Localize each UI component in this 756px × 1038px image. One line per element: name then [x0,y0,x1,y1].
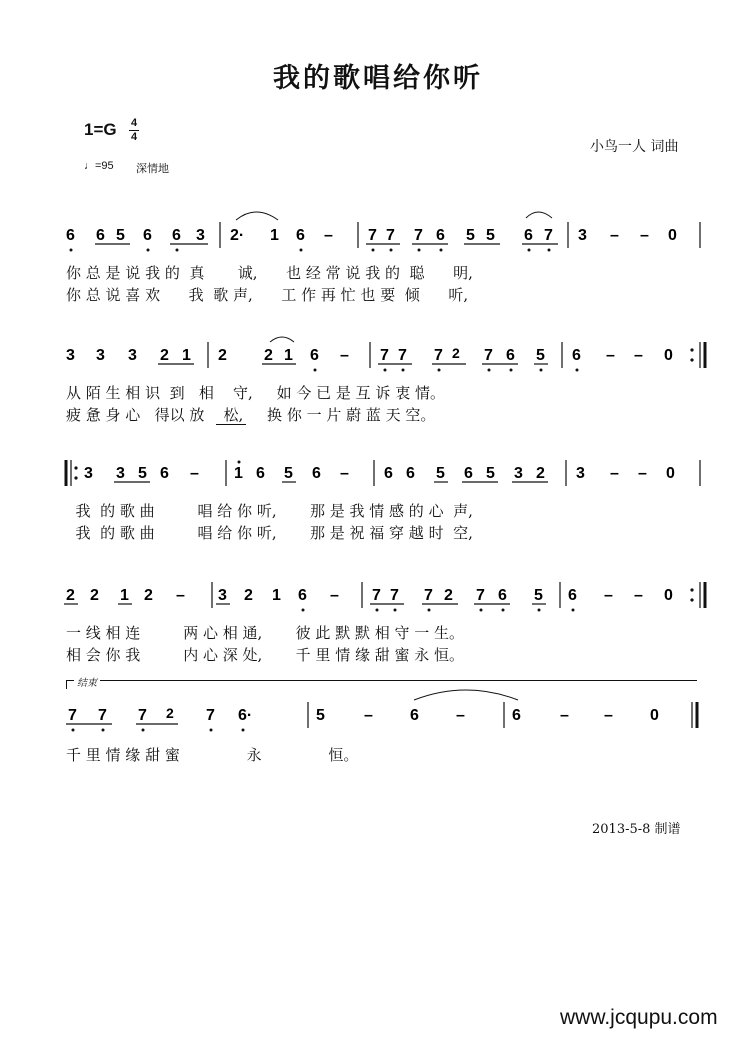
note: 6 [160,465,169,482]
website-watermark: www.jcqupu.com [560,1006,718,1029]
note: 0 [650,707,659,724]
lyrics-verse-2: 我 的 歌 曲 唱 给 你 听, 那 是 祝 福 穿 越 时 空, [66,524,473,542]
note: – [606,347,615,364]
note: 0 [666,465,675,482]
note: 6 [312,465,321,482]
song-title: 我的歌唱给你听 [273,63,483,94]
note: 2 [166,705,174,721]
note: 7 [386,227,395,244]
note: 5 [536,347,545,364]
note: 5 [534,587,543,604]
staff-line-1-svg [0,214,756,254]
note: 6 [310,347,319,364]
note: – [560,707,569,724]
note: 6 [384,465,393,482]
note: 3 [514,465,523,482]
note: 7 [138,707,147,724]
note: 6 [512,707,521,724]
lyrics-verse-2: 你 总 说 喜 欢 我 歌 声, 工 作 再 忙 也 要 倾 听, [66,286,469,304]
note: 5 [316,707,325,724]
note: 2· [230,227,245,244]
staff-line-5-svg [0,696,756,736]
staff-line-2 [0,340,756,424]
note: 7 [372,587,381,604]
note: 3 [96,347,105,364]
note: 6 [506,347,515,364]
lyrics-verse-1: 从 陌 生 相 识 到 相 守, 如 今 已 是 互 诉 衷 情。 [66,384,445,402]
lyrics-verse-1: 我 的 歌 曲 唱 给 你 听, 那 是 我 情 感 的 心 声, [66,502,473,520]
note: 1 [234,465,243,482]
note: 1 [284,347,293,364]
note: 5 [436,465,445,482]
note: 2 [66,587,75,604]
note: 5 [486,465,495,482]
note: – [364,707,373,724]
note: 0 [664,347,673,364]
staff-line-3 [0,456,756,542]
note: 6 [96,227,105,244]
note: 7 [484,347,493,364]
note: 3 [66,347,75,364]
note: 3 [116,465,125,482]
note: 3 [196,227,205,244]
note: 7 [206,707,215,724]
time-signature-bottom: 4 [130,131,138,143]
time-signature [129,118,139,143]
lyrics-verse-1: 你 总 是 说 我 的 真 诚, 也 经 常 说 我 的 聪 明, [66,264,473,282]
note: 1 [120,587,129,604]
note: 2 [218,347,227,364]
note: – [190,465,199,482]
note: 7 [414,227,423,244]
note: 2 [90,587,99,604]
note: 2 [264,347,273,364]
note: 6 [406,465,415,482]
note: 6 [66,227,75,244]
note: 6 [568,587,577,604]
note: – [634,587,643,604]
key-signature: 1=G [84,120,117,139]
note: – [340,465,349,482]
staff-line-1 [0,214,756,304]
note: 2 [244,587,253,604]
note: – [640,227,649,244]
note: 6 [524,227,533,244]
note: 7 [476,587,485,604]
note: 7 [368,227,377,244]
note: 6 [410,707,419,724]
note: 6 [464,465,473,482]
note: – [610,227,619,244]
note: – [604,587,613,604]
note: – [610,465,619,482]
note: 2 [144,587,153,604]
note: – [330,587,339,604]
note: 3 [84,465,93,482]
note: – [604,707,613,724]
ending-bracket [66,680,697,689]
note: 5 [138,465,147,482]
note: 5 [466,227,475,244]
transcription-date: 2013-5-8 制谱 [592,822,681,837]
note: – [456,707,465,724]
note: 3 [218,587,227,604]
note: – [634,347,643,364]
note: 6 [172,227,181,244]
note: 5 [284,465,293,482]
note: 6 [498,587,507,604]
note: 6 [143,227,152,244]
note: 7 [544,227,553,244]
note: 6 [296,227,305,244]
note: 2 [452,345,460,361]
note: 2 [444,587,453,604]
note: 1 [182,347,191,364]
note: 1 [270,227,279,244]
note: 7 [398,347,407,364]
note: 3 [128,347,137,364]
note: 6 [256,465,265,482]
note: 5 [116,227,125,244]
note: 1 [272,587,281,604]
ending-label: 结束 [74,674,100,689]
staff-line-5 [0,696,756,776]
note: 6· [238,707,253,724]
expression-marking: 深情地 [136,162,169,175]
note: 6 [572,347,581,364]
note: 3 [578,227,587,244]
note: 7 [380,347,389,364]
note: – [638,465,647,482]
time-signature-top: 4 [130,117,138,129]
note: 7 [434,347,443,364]
note: 5 [486,227,495,244]
note: 2 [160,347,169,364]
note: – [176,587,185,604]
note: 6 [298,587,307,604]
lyrics-verse-1: 一 线 相 连 两 心 相 通, 彼 此 默 默 相 守 一 生。 [66,624,465,642]
staff-line-3-svg [0,456,756,496]
lyrics-verse-2: 相 会 你 我 内 心 深 处, 千 里 情 缘 甜 蜜 永 恒。 [66,646,465,664]
note: 0 [664,587,673,604]
note: 3 [576,465,585,482]
note: 7 [424,587,433,604]
note: – [324,227,333,244]
note: 7 [390,587,399,604]
note: 7 [68,707,77,724]
composer-credit: 小鸟一人 词曲 [590,139,679,155]
tempo-marking: ♩=95 [84,160,114,172]
lyrics-verse-2: 疲 惫 身 心 得以 放 松, 换 你 一 片 蔚 蓝 天 空。 [66,406,436,424]
staff-line-2-svg [0,340,756,380]
lyrics-verse-1: 千 里 情 缘 甜 蜜 永 恒。 [66,746,359,764]
note: – [340,347,349,364]
note: 6 [436,227,445,244]
note: 0 [668,227,677,244]
staff-line-4-svg [0,578,756,618]
staff-line-4 [0,578,756,664]
note: 7 [98,707,107,724]
note: 2 [536,465,545,482]
